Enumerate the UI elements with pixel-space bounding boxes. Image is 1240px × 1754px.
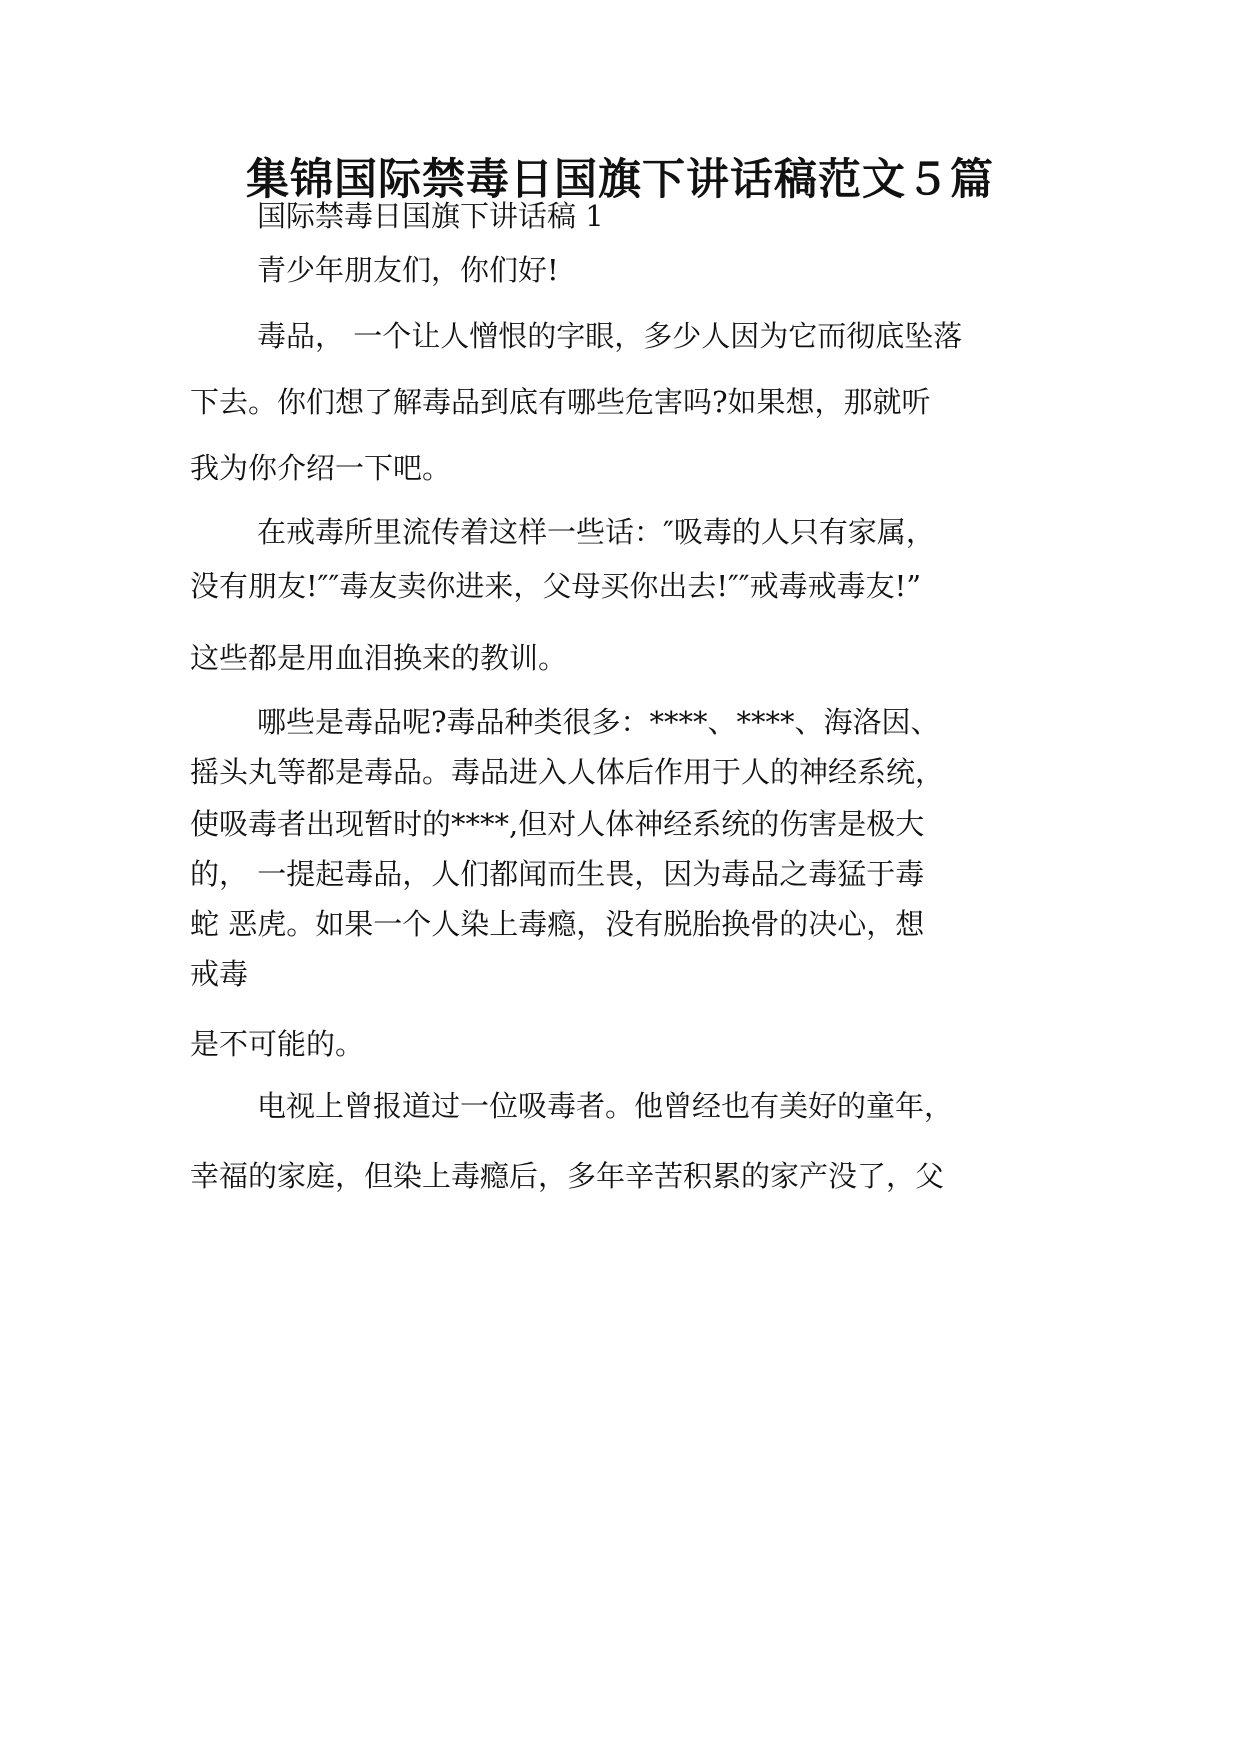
text-line-9: 哪些是毒品呢?毒品种类很多：****、****、海洛因、 — [257, 705, 940, 739]
text-line-12: 的， 一提起毒品，人们都闻而生畏，因为毒品之毒猛于毒 — [190, 857, 925, 891]
text-line-1: 国际禁毒日国旗下讲话稿 1 — [257, 199, 604, 233]
text-line-10: 摇头丸等都是毒品。毒品进入人体后作用于人的神经系统， — [190, 755, 945, 789]
text-line-17: 幸福的家庭，但染上毒瘾后，多年辛苦积累的家产没了，父 — [190, 1159, 945, 1193]
text-line-15: 是不可能的。 — [190, 1027, 365, 1061]
text-line-13: 蛇 恶虎。如果一个人染上毒瘾，没有脱胎换骨的决心，想 — [190, 907, 925, 941]
text-line-6: 在戒毒所里流传着这样一些话：″吸毒的人只有家属， — [257, 515, 935, 549]
text-line-3: 毒品， 一个让人憎恨的字眼，多少人因为它而彻底坠落 — [257, 319, 963, 353]
text-line-5: 我为你介绍一下吧。 — [190, 451, 452, 485]
text-line-14: 戒毒 — [190, 957, 249, 991]
document-title: 集锦国际禁毒日国旗下讲话稿范文５篇 — [246, 155, 994, 205]
text-line-11: 使吸毒者出现暂时的****,但对人体神经系统的伤害是极大 — [190, 807, 925, 841]
text-line-16: 电视上曾报道过一位吸毒者。他曾经也有美好的童年， — [257, 1089, 954, 1123]
text-line-4: 下去。你们想了解毒品到底有哪些危害吗?如果想，那就听 — [190, 385, 931, 419]
text-line-7: 没有朋友!″″毒友卖你进来，父母买你出去!″″戒毒戒毒友!” — [190, 569, 922, 603]
text-line-2: 青少年朋友们，你们好! — [257, 253, 559, 287]
text-line-8: 这些都是用血泪换来的教训。 — [190, 641, 568, 675]
